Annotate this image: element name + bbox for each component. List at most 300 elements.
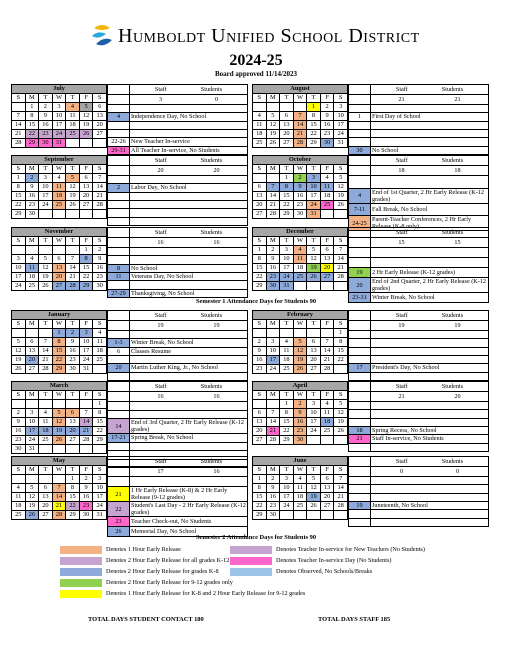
student-count: 0: [214, 96, 219, 103]
event-row: [349, 129, 489, 137]
day-cell: 14: [66, 264, 80, 273]
event-row: [108, 487, 248, 502]
day-cell: 8: [12, 183, 26, 192]
event-date: [349, 518, 371, 526]
event-text: [130, 217, 248, 225]
day-cell: 11: [293, 255, 307, 264]
weekday-label: T: [307, 237, 321, 246]
weekday-label: T: [280, 94, 294, 103]
event-row: [349, 138, 489, 146]
event-text: [130, 410, 248, 419]
day-cell: 4: [39, 409, 53, 418]
day-cell: 11: [12, 493, 26, 502]
day-cell: 30: [266, 282, 280, 291]
month-header: [12, 85, 107, 94]
day-cell: 21: [334, 493, 348, 502]
event-row: [349, 188, 489, 203]
day-cell: 2: [93, 246, 107, 255]
count-values: [130, 321, 248, 331]
event-row: [349, 418, 489, 426]
day-cell: [79, 400, 93, 409]
day-cell: [320, 329, 334, 338]
day-cell: 27: [93, 130, 107, 139]
day-cell: 14: [52, 493, 66, 502]
event-text: [130, 192, 248, 200]
month-header: [12, 457, 107, 466]
day-cell: 25: [12, 511, 26, 520]
day-cell: 30: [93, 282, 107, 291]
day-cell: 2: [12, 409, 26, 418]
day-cell: 2: [293, 400, 307, 409]
day-cell: 26: [52, 436, 66, 445]
event-text: [130, 176, 248, 184]
day-cell: 14: [266, 192, 280, 201]
day-cell: 10: [266, 347, 280, 356]
weekday-label: F: [320, 165, 334, 174]
board-approved: Board approved 11/14/2023: [215, 70, 297, 78]
weekday-label: W: [52, 94, 66, 103]
count-values: [371, 467, 489, 477]
day-cell: 12: [79, 112, 93, 121]
count-values: [130, 238, 248, 248]
legend-text: Denotes 2 Hour Early Release for grades K-8: [106, 568, 219, 575]
day-cell: [334, 365, 348, 374]
legend-text: Denotes Teacher In-service for New Teachers (No Students): [276, 546, 425, 553]
week-row: [12, 192, 107, 201]
weekday-label: S: [253, 466, 267, 475]
event-date: 17: [349, 364, 371, 372]
blank: [349, 166, 371, 176]
day-cell: 26: [334, 427, 348, 436]
event-row: [349, 410, 489, 418]
day-cell: 1: [334, 329, 348, 338]
event-date: 24-25: [349, 216, 371, 231]
week-row: [12, 511, 107, 520]
event-text: [371, 138, 489, 146]
day-cell: 13: [93, 112, 107, 121]
event-text: [371, 347, 489, 355]
event-date: [349, 129, 371, 137]
month-header: [253, 85, 348, 94]
legend-text: Denotes 1 Hour Early Release: [106, 546, 181, 553]
blank: [108, 392, 130, 402]
weekday-row: [253, 391, 348, 400]
legend-swatch: [60, 557, 102, 565]
day-cell: 18: [93, 347, 107, 356]
day-cell: 4: [280, 338, 294, 347]
day-cell: 10: [307, 409, 321, 418]
day-cell: 23: [266, 502, 280, 511]
day-cell: 4: [253, 112, 267, 121]
count-labels: [130, 457, 248, 467]
staff-students-counts: [108, 321, 248, 331]
week-row: [12, 139, 107, 148]
event-row: [349, 364, 489, 372]
day-cell: [66, 246, 80, 255]
day-cell: 17: [52, 121, 66, 130]
event-date: 17-21: [108, 434, 130, 443]
weekday-row: [12, 165, 107, 174]
day-cell: 28: [79, 436, 93, 445]
day-cell: 31: [25, 445, 39, 454]
day-cell: [12, 400, 26, 409]
staff-label: Staff: [154, 458, 167, 465]
week-row: [12, 445, 107, 454]
event-row: [108, 289, 248, 297]
day-cell: 8: [52, 338, 66, 347]
day-cell: 23: [293, 427, 307, 436]
day-cell: 22: [253, 502, 267, 511]
staff-label: Staff: [395, 458, 408, 465]
event-date: [108, 256, 130, 264]
event-date: [349, 258, 371, 268]
week-row: [12, 427, 107, 436]
day-cell: 26: [334, 201, 348, 210]
weekday-label: T: [307, 320, 321, 329]
month-name: January: [12, 311, 107, 320]
weekday-label: T: [39, 94, 53, 103]
staff-students-header: [349, 311, 489, 321]
day-cell: 18: [253, 130, 267, 139]
day-cell: 31: [334, 139, 348, 148]
students-label: Students: [441, 383, 464, 390]
week-row: [253, 356, 348, 365]
event-text: [371, 510, 489, 518]
event-text: [371, 402, 489, 410]
day-cell: [66, 445, 80, 454]
events-table-november: [107, 227, 248, 298]
event-row: [108, 347, 248, 355]
event-date: 2: [108, 184, 130, 192]
event-text: No School: [371, 146, 489, 154]
day-cell: 27: [66, 436, 80, 445]
event-date: [108, 192, 130, 200]
day-cell: 17: [39, 192, 53, 201]
week-row: [253, 255, 348, 264]
day-cell: 17: [93, 493, 107, 502]
event-text: New Teacher In-service: [130, 138, 248, 146]
week-row: [12, 130, 107, 139]
weekday-label: S: [12, 165, 26, 174]
day-cell: [293, 282, 307, 291]
event-row: [349, 355, 489, 363]
event-text: Spring Recess, No School: [371, 426, 489, 434]
event-date: 11: [108, 272, 130, 280]
event-text: [371, 372, 489, 380]
day-cell: 30: [39, 139, 53, 148]
event-row: [349, 258, 489, 268]
staff-count: 16: [157, 239, 164, 246]
event-date: 30: [349, 146, 371, 154]
weekday-label: F: [320, 320, 334, 329]
event-date: [349, 510, 371, 518]
blank: [349, 228, 371, 238]
day-cell: [253, 103, 267, 112]
event-text: [130, 372, 248, 380]
day-cell: 4: [320, 400, 334, 409]
day-cell: [320, 511, 334, 520]
month-name: May: [12, 457, 107, 466]
event-text: [371, 418, 489, 426]
event-date: [108, 209, 130, 217]
day-cell: 20: [39, 502, 53, 511]
event-row: [108, 402, 248, 411]
day-cell: 3: [52, 103, 66, 112]
staff-label: Staff: [395, 383, 408, 390]
weekday-row: [253, 94, 348, 103]
students-label: Students: [200, 157, 223, 164]
weekday-label: S: [334, 391, 348, 400]
event-date: [108, 372, 130, 380]
weekday-label: T: [39, 320, 53, 329]
events-table-april: [348, 381, 489, 452]
event-row: [349, 493, 489, 501]
weekday-row: [12, 94, 107, 103]
day-cell: [66, 139, 80, 148]
student-count: 16: [213, 239, 220, 246]
day-cell: 16: [39, 121, 53, 130]
day-cell: 17: [12, 273, 26, 282]
event-text: 1 Hr Early Release (K-8) & 2 Hr Early Release (9-12 grades): [130, 487, 248, 502]
event-date: 1: [349, 113, 371, 121]
event-text: [130, 331, 248, 339]
day-cell: 15: [66, 493, 80, 502]
day-cell: 10: [334, 112, 348, 121]
event-date: [349, 105, 371, 113]
day-cell: 5: [12, 338, 26, 347]
weekday-label: W: [52, 165, 66, 174]
event-text: Winter Break, No School: [130, 339, 248, 347]
day-cell: 9: [25, 183, 39, 192]
day-cell: [266, 174, 280, 183]
day-cell: 1: [79, 246, 93, 255]
event-date: 19: [349, 501, 371, 509]
count-values: [371, 95, 489, 105]
event-row: [349, 105, 489, 113]
blank: [108, 321, 130, 331]
day-cell: 5: [307, 475, 321, 484]
students-label: Students: [441, 86, 464, 93]
day-cell: 16: [266, 264, 280, 273]
day-cell: 13: [52, 264, 66, 273]
day-cell: 11: [293, 484, 307, 493]
staff-students-header: [108, 156, 248, 166]
event-row: [349, 113, 489, 121]
day-cell: 3: [12, 255, 26, 264]
day-cell: 15: [280, 418, 294, 427]
event-date: 29-31: [108, 146, 130, 154]
count-labels: [130, 382, 248, 392]
day-cell: 26: [66, 201, 80, 210]
event-row: [108, 200, 248, 208]
count-labels: [371, 382, 489, 392]
day-cell: 5: [266, 112, 280, 121]
day-cell: 27: [253, 436, 267, 445]
weekday-label: F: [79, 466, 93, 475]
event-row: [349, 426, 489, 434]
staff-students-header: [349, 457, 489, 467]
day-cell: 26: [12, 365, 26, 374]
day-cell: 19: [307, 493, 321, 502]
weekday-label: T: [66, 237, 80, 246]
day-cell: 3: [39, 174, 53, 183]
legend-item: [60, 556, 229, 565]
day-cell: 2: [66, 329, 80, 338]
day-cell: 11: [93, 338, 107, 347]
event-text: [130, 129, 248, 137]
event-row: [108, 272, 248, 280]
day-cell: 30: [25, 210, 39, 219]
event-date: 4: [349, 188, 371, 203]
event-date: [108, 442, 130, 451]
day-cell: [52, 400, 66, 409]
day-cell: 20: [280, 130, 294, 139]
day-cell: 7: [93, 174, 107, 183]
legend-item: [60, 567, 219, 576]
day-cell: 5: [334, 400, 348, 409]
staff-count: 3: [158, 96, 163, 103]
day-cell: 17: [25, 427, 39, 436]
day-cell: [307, 329, 321, 338]
day-cell: 29: [12, 210, 26, 219]
weekday-label: F: [79, 165, 93, 174]
day-cell: 8: [25, 112, 39, 121]
day-cell: 3: [25, 409, 39, 418]
event-row: [108, 105, 248, 113]
event-text: [130, 209, 248, 217]
day-cell: 28: [93, 201, 107, 210]
blank: [349, 156, 371, 166]
day-cell: 19: [307, 264, 321, 273]
day-cell: 13: [320, 255, 334, 264]
weekday-label: W: [293, 466, 307, 475]
event-text: All Teacher In-service, No Students: [130, 146, 248, 154]
student-count: 16: [213, 468, 220, 475]
day-cell: 2: [293, 174, 307, 183]
day-cell: 17: [79, 347, 93, 356]
event-text: [371, 248, 489, 258]
event-row: [108, 209, 248, 217]
students-label: Students: [200, 312, 223, 319]
day-cell: 3: [307, 174, 321, 183]
weekday-label: S: [334, 165, 348, 174]
event-date: [108, 129, 130, 137]
day-cell: 28: [266, 436, 280, 445]
day-cell: 21: [293, 130, 307, 139]
day-cell: 9: [253, 347, 267, 356]
event-text: [130, 121, 248, 129]
event-date: [349, 355, 371, 363]
month-grid-january: [11, 310, 107, 374]
semester-attendance: Semester 2 Attendance Days for Students 90: [195, 534, 317, 541]
day-cell: 7: [334, 475, 348, 484]
month-header: [253, 457, 348, 466]
day-cell: 7: [79, 409, 93, 418]
day-cell: 28: [39, 365, 53, 374]
month-name: August: [253, 85, 348, 94]
day-cell: 15: [52, 347, 66, 356]
blank: [108, 156, 130, 166]
weekday-label: F: [320, 391, 334, 400]
day-cell: 18: [66, 121, 80, 130]
events-table-february: [348, 310, 489, 381]
staff-count: 21: [398, 393, 405, 400]
day-cell: [334, 436, 348, 445]
weekday-label: M: [25, 94, 39, 103]
event-row: [349, 443, 489, 451]
event-row: [349, 339, 489, 347]
day-cell: 16: [293, 192, 307, 201]
weekday-row: [12, 237, 107, 246]
weekday-label: S: [334, 320, 348, 329]
day-cell: 28: [266, 210, 280, 219]
day-cell: 15: [280, 192, 294, 201]
day-cell: 7: [293, 112, 307, 121]
event-date: [108, 410, 130, 419]
day-cell: 23: [320, 130, 334, 139]
day-cell: 6: [320, 246, 334, 255]
event-text: [371, 410, 489, 418]
day-cell: 23: [39, 130, 53, 139]
day-cell: [12, 246, 26, 255]
weekday-label: M: [25, 237, 39, 246]
week-row: [12, 347, 107, 356]
day-cell: 22: [334, 356, 348, 365]
count-labels: [371, 156, 489, 166]
weekday-label: F: [79, 391, 93, 400]
week-row: [253, 484, 348, 493]
week-row: [253, 282, 348, 291]
day-cell: 11: [52, 183, 66, 192]
event-date: [108, 105, 130, 113]
events-table-july: [107, 84, 248, 155]
events-table-september: [107, 155, 248, 226]
blank: [108, 95, 130, 105]
day-cell: 9: [266, 255, 280, 264]
events-table-may: [107, 456, 248, 537]
week-row: [12, 338, 107, 347]
weekday-label: M: [266, 237, 280, 246]
day-cell: [52, 475, 66, 484]
event-row: [108, 364, 248, 372]
count-values: [371, 392, 489, 402]
day-cell: 13: [307, 347, 321, 356]
day-cell: 24: [307, 427, 321, 436]
semester-attendance: Semester 1 Attendance Days for Students 90: [195, 298, 317, 305]
day-cell: 20: [25, 356, 39, 365]
day-cell: 12: [25, 493, 39, 502]
blank: [108, 457, 130, 467]
blank: [349, 467, 371, 477]
day-cell: 1: [253, 246, 267, 255]
event-date: 18: [349, 426, 371, 434]
day-cell: 19: [39, 273, 53, 282]
month-name: November: [12, 228, 107, 237]
day-cell: 15: [307, 121, 321, 130]
day-cell: 15: [253, 493, 267, 502]
day-cell: 27: [320, 273, 334, 282]
week-row: [253, 365, 348, 374]
event-row: [349, 176, 489, 189]
weekday-label: T: [280, 466, 294, 475]
staff-label: Staff: [154, 383, 167, 390]
events-table-august: [348, 84, 489, 155]
week-row: [253, 201, 348, 210]
day-cell: 12: [12, 347, 26, 356]
staff-students-header: [349, 228, 489, 238]
event-date: 27-29: [108, 289, 130, 297]
day-cell: 3: [79, 329, 93, 338]
